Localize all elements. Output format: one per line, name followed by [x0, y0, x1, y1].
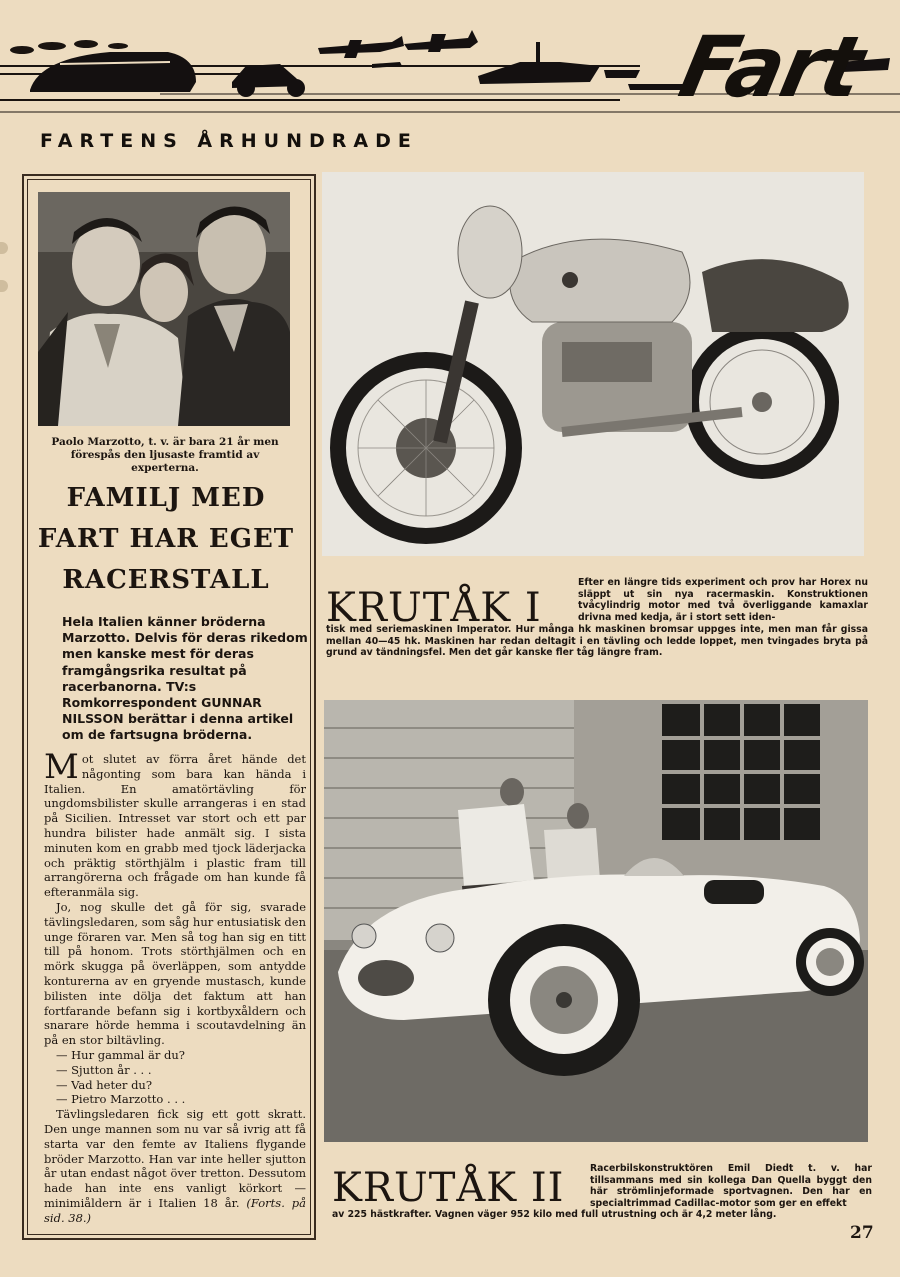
body-paragraph: Jo, nog skulle det gå för sig, svarade tävlingsledaren, som såg hur entusiatisk den unge föraren var. Men så tog han sig en titt till på honom. Trots störthjälmen och en mörk skugga på överläppen, som antydde konturerna av en gryende mustasch, kunde bilisten inte dölja det faktum att han fortfarande befann sig i kortbyxåldern och snarare hörde hemma i scoutavdelning än på en stor biltävling.	[44, 899, 306, 1048]
dialog-line: — Hur gammal är du?	[56, 1047, 185, 1062]
article-body	[44, 747, 307, 1226]
dialog-line: — Sjutton år . . .	[56, 1062, 152, 1077]
dialog-line: — Vad heter du?	[56, 1077, 153, 1092]
krutak-1-text: Efter en längre tids experiment och prov har Horex nu släppt ut sin nya racermaskin. Konstruktionen tvåcylindrig motor med två överliggande kamaxlar drivna med kedja, är i stort sett iden-	[578, 577, 868, 623]
fart-logo: Fart	[671, 18, 871, 116]
marzotto-brothers-photo	[38, 192, 290, 426]
krutak-1-text-continued: tisk med seriemaskinen Imperator. Hur många hk maskinen bromsar uppges inte, men man får gissa mellan 40—45 hk. Maskinen har redan deltagit i en tävling och ledde loppet, men tvingades bryta på grund av tändningsfel. Men det går kanske fler tåg längre fram.	[326, 624, 868, 659]
horex-racing-motorcycle-photo	[322, 172, 864, 556]
photo-caption: Paolo Marzotto, t. v. är bara 21 år men förespås den ljusaste framtid av experterna.	[51, 436, 279, 474]
section-title: FARTENS ÅRHUNDRADE	[40, 130, 418, 152]
krutak-2-text: Racerbilskonstruktören Emil Diedt t. v. har tillsammans med sin kollega Dan Quella byggt den här strömlinjeformade sportvagnen. Den har en specialtrimmad Cadillac-motor som ger en effekt	[590, 1163, 872, 1209]
headline-line: FAMILJ MED	[66, 483, 266, 513]
krutak-1-heading: KRUTÅK I	[326, 585, 542, 631]
body-paragraph: Mot slutet av förra året hände det någonting som bara kan hända i Italien. En amatörtävling för ungdomsbilister skulle arrangeras i en stad på Sicilien. Intresset var stort och ett par hundra bilister hade anmält sig. I sista minuten kom en grabb med tjock läderjacka och präktig störthjälm i plastic fram till arrangörerna och frågade om han kunde få efteranmäla sig.	[44, 747, 306, 900]
diedt-sports-car-photo	[324, 700, 868, 1142]
dialog-line: — Pietro Marzotto . . .	[56, 1092, 186, 1107]
continued-note: (Forts. på sid. 38.)	[44, 1195, 307, 1225]
article-headline	[30, 478, 302, 601]
drop-cap: M	[44, 747, 79, 787]
binding-hole	[0, 242, 8, 254]
headline-line: RACERSTALL	[62, 565, 270, 595]
krutak-2-text-continued: av 225 hästkrafter. Vagnen väger 952 kilo med full utrustning och är 4,2 meter lång.	[332, 1209, 777, 1220]
article-lead: Hela Italien känner bröderna Marzotto. Delvis för deras rikedom men kanske mest för deras framgångsrika resultat på racerbanorna. TV:s Romkorrespondent GUNNAR NILSSON berättar i denna artikel om de fartsugna bröderna.	[62, 614, 308, 743]
page-number: 27	[850, 1223, 874, 1243]
krutak-2-heading: KRUTÅK II	[332, 1165, 565, 1211]
masthead-banner	[0, 0, 900, 130]
binding-hole	[0, 280, 8, 292]
body-paragraph: Tävlingsledaren fick sig ett gott skratt. Den unge mannen som nu var så ivrig att få starta var den femte av Italiens flygande bröder Marzotto. Han var inte heller sjutton år utan endast något över tretton. Dessutom hade han inte ens vanligt körkort — minimiåldern är i Italien 18 år. (Forts. på sid. 38.)	[44, 1107, 307, 1225]
headline-line: FART HAR EGET	[37, 524, 295, 554]
